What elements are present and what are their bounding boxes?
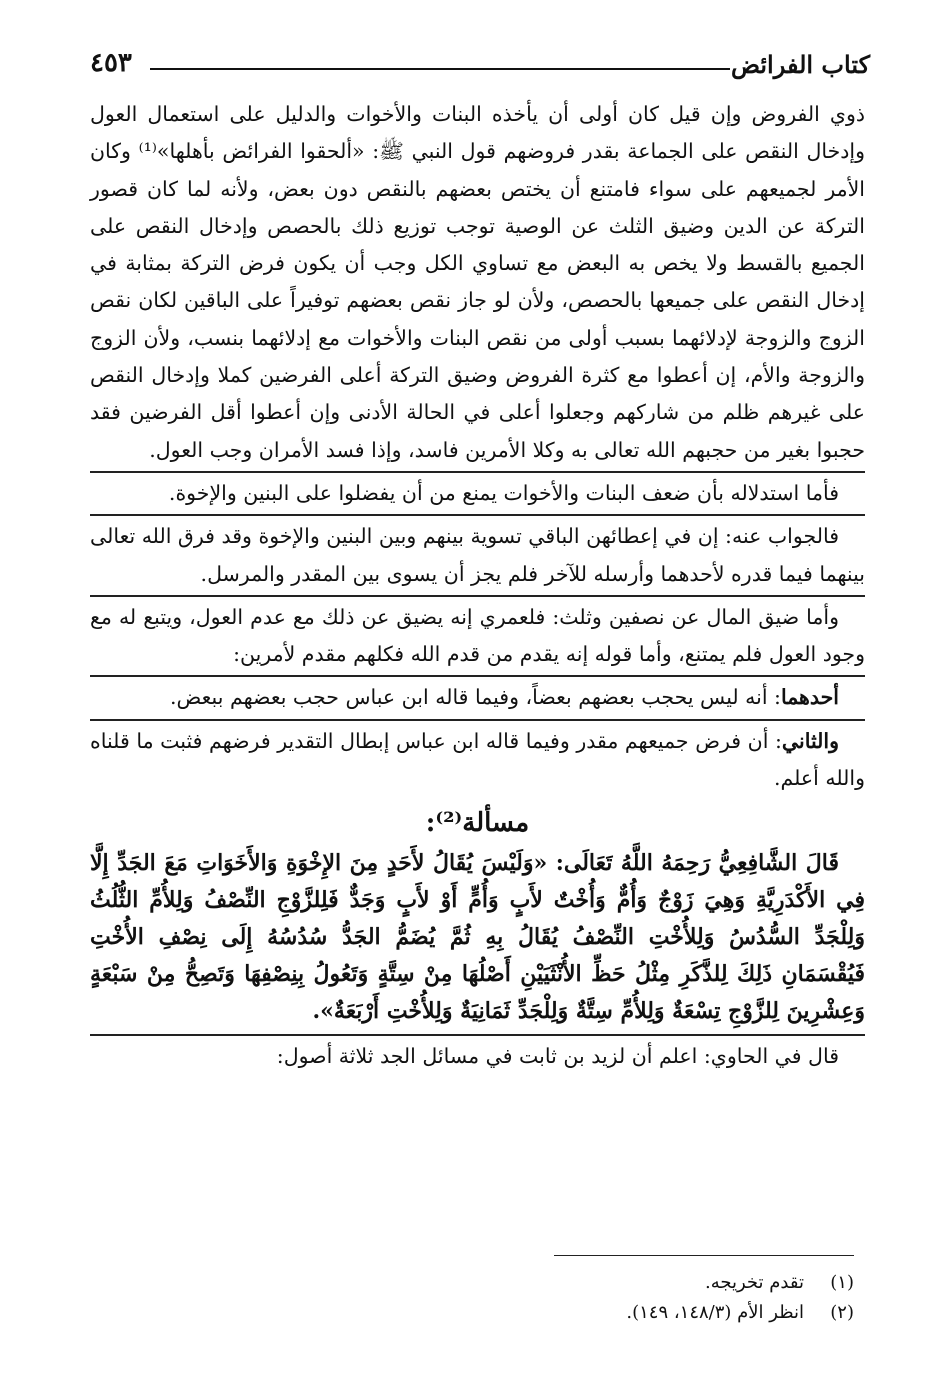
paragraph-2: فأما استدلاله بأن ضعف البنات والأخوات يمنع من أن يفضلوا على البنين والإخوة. <box>168 480 839 505</box>
paragraph-5 <box>90 679 865 716</box>
footnote-number: (١) <box>830 1272 854 1293</box>
footnotes <box>254 1268 854 1328</box>
running-title: كتاب الفرائض <box>730 50 870 79</box>
point-text: : أن فرض جميعهم مقدر وفيما قاله ابن عباس إبطال التقدير فرضهم فثبت ما قلناه والله أعلم. <box>90 728 865 791</box>
point-text: : أنه ليس يحجب بعضهم بعضاً، وفيما قاله ابن عباس حجب بعضهم ببعض. <box>170 685 781 710</box>
point-label: والثاني <box>781 728 839 753</box>
shafii-quote: قَالَ الشَّافِعِيُّ رَحِمَهُ اللَّهُ تَعَالَى: «وَلَيْسَ يُقَالُ لأَحَدٍ مِنَ الإِخْوَةِ وَالأَخَوَاتِ مَعَ الجَدِّ إِلَّا فِي الأَكْدَرِيَّةِ وَهِيَ زَوْجٌ وَأُمٌّ وَأُخْتٌ لأَبٍ وَأُمٍّ أَوْ لأَبٍ وَجَدٌّ فَلِلزَّوْجِ النِّصْفُ وَلِلأُمِّ الثُّلُثُ وَلِلْجَدِّ السُّدُسُ وَلِلأُخْتِ النِّصْفُ يُقَالُ بِهِ ثُمَّ يُضَمُّ الجَدُّ سُدُسُهُ إِلَى نِصْفِ الأُخْتِ فَيُقْسَمَانِ ذَلِكَ لِلذَّكَرِ مِثْلُ حَظِّ الأُنْثَيَيْنِ أَصْلُهَا مِنْ سِتَّةٍ وَتَعُولُ بِنِصْفِهَا وَتَصِحُّ مِنْ سَبْعَةٍ وَعِشْرِينَ لِلزَّوْجِ تِسْعَةٌ وَلِلأُمِّ سِتَّةٌ وَلِلْجَدِّ ثَمَانِيَةٌ وَلِلأُخْتِ أَرْبَعَةٌ». <box>90 850 865 1025</box>
footnote-item <box>254 1268 854 1298</box>
paragraph-6 <box>90 723 865 798</box>
paragraph-1: ذوي الفروض وإن قيل كان أولى أن يأخذه البنات والأخوات والدليل على استعمال العول وإدخال النقص على الجماعة بقدر فروضهم قول النبي ﷺ: «ألحقوا الفرائض بأهلها»⁽¹⁾ وكان الأمر لجميعهم على سواء فامتنع أن يختص بعضهم بالنقص دون بعض، ولأنه لما كان قصور التركة عن الدين وضيق الثلث عن الوصية توجب توزيع ذلك بالحصص وإدخال النقص على الجميع بالقسط ولا يخص به البعض مع تساوي الكل وجب أن يكون فرض التركة بمثابة في إدخال النقص على جميعها بالحصص، ولأن لو جاز نقص بعضهم توفيراً على الباقين لكان نقص الزوج والزوجة لإدلائهما بسبب أولى من نقص البنات والأخوات مع إدلائهما بنسب، ولأن الزوج والزوجة والأم، إن أعطوا مع كثرة الفروض وضيق التركة أعلى الفرضين كملا وإدخال النقص على غيرهم ظلم من شاركهم وجعلوا أعلى في الحالة الأدنى وإن أعطوا أقل الفرضين فقد حجبوا بغير من حجبهم الله تعالى به وكلا الأمرين فاسد، وإذا فسد الأمران وجب العول. <box>90 102 865 462</box>
footnote-number: (٢) <box>830 1302 854 1323</box>
main-text <box>90 96 865 1076</box>
paragraph-separator <box>90 514 865 516</box>
paragraph-separator <box>90 1034 865 1036</box>
footnote-rule <box>554 1255 854 1256</box>
hawi-paragraph: قال في الحاوي: اعلم أن لزيد بن ثابت في مسائل الجد ثلاثة أصول: <box>276 1044 839 1069</box>
paragraph-separator <box>90 471 865 473</box>
paragraph-4: وأما ضيق المال عن نصفين وثلث: فلعمري إنه يضيق عن ذلك مع عدم العول، ويتبع له مع وجود العول فلم يمتنع، وأما قوله إنه يقدم من قدم الله فكلهم مقدم لأمرين: <box>90 604 865 667</box>
section-heading: مسألة⁽²⁾: <box>425 808 530 839</box>
page-number: ٤٥٣ <box>90 48 132 78</box>
paragraph-separator <box>90 595 865 597</box>
point-label: أحدهما <box>780 685 839 710</box>
paragraph-separator <box>90 675 865 677</box>
paragraph-separator <box>90 719 865 721</box>
header-rule <box>150 68 730 70</box>
page-header <box>90 48 870 88</box>
footnote-text: انظر الأم (١٤٨/٣، ١٤٩). <box>626 1302 804 1323</box>
footnote-text: تقدم تخريجه. <box>705 1272 804 1293</box>
footnote-item <box>254 1298 854 1328</box>
paragraph-3: فالجواب عنه: إن في إعطائهن الباقي تسوية بينهم وبين البنين والإخوة وقد فرق الله تعالى بينهما فيما قدره لأحدهما وأرسله للآخر فلم يجز أن يسوى بين المقدر والمرسل. <box>90 524 865 586</box>
